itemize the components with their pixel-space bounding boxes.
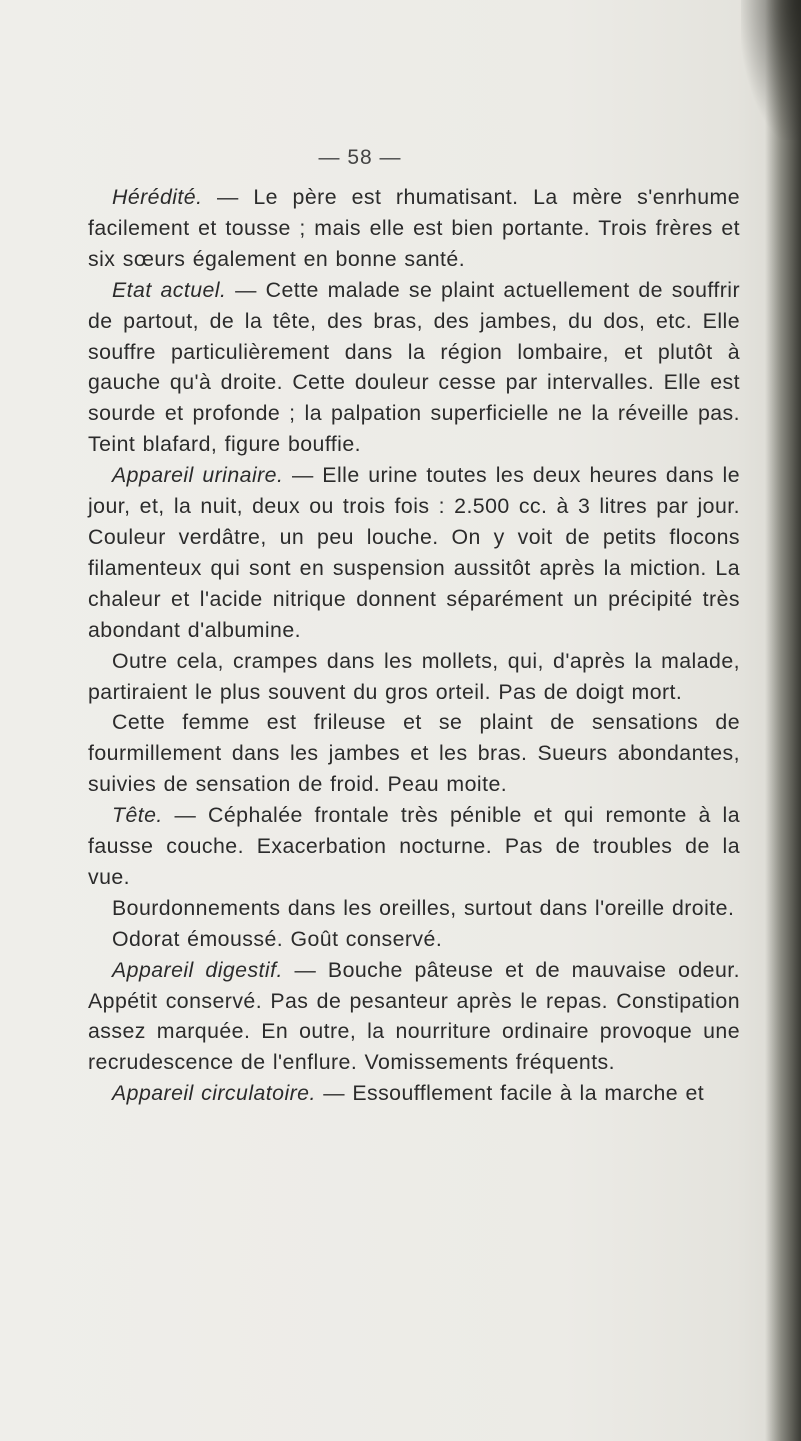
paragraph-crampes xyxy=(88,646,740,708)
paragraph-appareil-circulatoire xyxy=(88,1078,740,1109)
paragraph-appareil-digestif xyxy=(88,955,740,1079)
body-text xyxy=(88,182,740,1109)
paragraph-appareil-urinaire xyxy=(88,460,740,645)
paragraph-heredite xyxy=(88,182,740,275)
paragraph-frileuse xyxy=(88,707,740,800)
page-corner-shadow xyxy=(741,0,801,140)
paragraph-text: Odorat émoussé. Goût conservé. xyxy=(112,926,443,951)
paragraph-text: — Cette malade se plaint actuellement de souffrir de partout, de la tête, des bras, des jambes, du dos, etc. Elle souffre particulièrement dans la région lombaire, et plutôt à gauche qu'à droite. Cette douleur cesse par intervalles. Elle est sourde et profonde ; la palpation superficielle ne la réveille pas. Teint blafard, figure bouffie. xyxy=(88,277,740,457)
paragraph-bourdonnements xyxy=(88,893,740,924)
paragraph-odorat xyxy=(88,924,740,955)
section-heading: Appareil digestif. xyxy=(112,957,283,982)
paragraph-text: — Céphalée frontale très pénible et qui remonte à la fausse couche. Exacerbation nocturne. Pas de troubles de la vue. xyxy=(88,803,740,889)
section-heading: Etat actuel. xyxy=(112,277,227,302)
paragraph-text: — Bouche pâteuse et de mauvaise odeur. Appétit conservé. Pas de pesanteur après le repas. Constipation assez marquée. En outre, la nourriture ordinaire provoque une recrudescence de l'enflure. Vomissements fréquents. xyxy=(88,957,740,1075)
paragraph-text: — Essoufflement facile à la marche et xyxy=(315,1081,705,1106)
paragraph-text: Outre cela, crampes dans les mollets, qui, d'après la malade, partiraient le plus souvent du gros orteil. Pas de doigt mort. xyxy=(88,648,740,704)
paragraph-text: — Le père est rhumatisant. La mère s'enrhume facilement et tousse ; mais elle est bien portante. Trois frères et six sœurs également en bonne santé. xyxy=(88,185,740,271)
section-heading: Tête. xyxy=(112,803,163,828)
section-heading: Hérédité. xyxy=(112,185,203,209)
page-edge-shadow xyxy=(765,0,801,1441)
paragraph-etat-actuel xyxy=(88,275,740,460)
section-heading: Appareil urinaire. xyxy=(112,463,284,488)
page-number: — 58 — xyxy=(318,146,402,169)
paragraph-text: Bourdonnements dans les oreilles, surtout dans l'oreille droite. xyxy=(112,895,735,920)
paragraph-text: — Elle urine toutes les deux heures dans le jour, et, la nuit, deux ou trois fois : 2.500 cc. à 3 litres par jour. Couleur verdâtre, un peu louche. On y voit de petits flocons filamenteux qui sont en suspension aussitôt après la miction. La chaleur et l'acide nitrique donnent séparément un précipité très abondant d'albumine. xyxy=(88,463,740,642)
paragraph-text: Cette femme est frileuse et se plaint de sensations de fourmillement dans les jambes et les bras. Sueurs abondantes, suivies de sensation de froid. Peau moite. xyxy=(88,710,740,797)
paragraph-tete xyxy=(88,800,740,893)
section-heading: Appareil circulatoire. xyxy=(112,1081,316,1106)
